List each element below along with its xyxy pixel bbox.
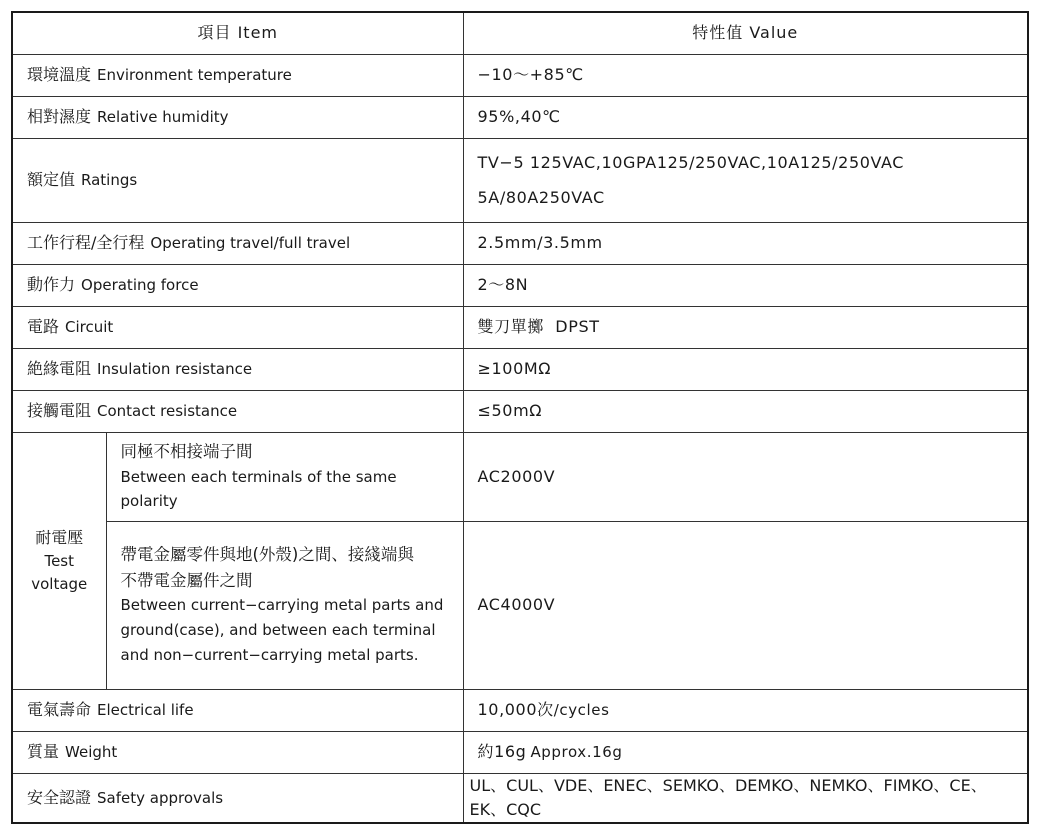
value-cell: AC2000V [463,432,1028,521]
item-en: Electrical life [97,701,194,719]
value-cell: UL、CUL、VDE、ENEC、SEMKO、DEMKO、NEMKO、FIMKO、CE、EK、CQC [463,773,1028,823]
item-zh: 質量 [27,742,60,761]
table-row [12,348,1028,390]
table-row [12,138,1028,222]
table-row [12,731,1028,773]
item-zh: 安全認證 [27,787,92,807]
item-cell [12,54,463,96]
item-en: Ratings [81,171,138,189]
item-zh: 環境溫度 [27,65,92,84]
item-cell [12,96,463,138]
value-suffix: /cycles [553,701,610,719]
sub-en: Between current−carrying metal parts and [120,596,444,615]
item-en: Relative humidity [97,108,229,126]
item-cell [12,348,463,390]
test-voltage-row [12,432,1028,521]
value-cell: 2.5mm/3.5mm [463,222,1028,264]
item-zh: 工作行程/全行程 [27,233,145,252]
item-en: Operating travel/full travel [150,234,351,252]
item-zh: 接觸電阻 [27,401,92,420]
value-cell: ≤50mΩ [463,390,1028,432]
value-cell: AC4000V [463,521,1028,689]
value-cell: −10～+85℃ [463,54,1028,96]
header-value: 特性值 Value [463,12,1028,54]
table-row [12,264,1028,306]
value-cell: 95%,40℃ [463,96,1028,138]
item-en: Weight [65,743,118,761]
item-cell [12,222,463,264]
test-voltage-en-2: voltage [31,574,88,593]
value-cell: ≥100MΩ [463,348,1028,390]
item-en: Circuit [65,318,114,336]
item-zh: 相對濕度 [27,107,92,126]
value-main: 10,000次 [477,700,554,719]
table-row [12,390,1028,432]
item-zh: 電路 [27,317,60,336]
item-cell [12,264,463,306]
value-cell [463,138,1028,222]
item-en: Safety approvals [97,788,224,807]
value-cell [463,689,1028,731]
table-row [12,306,1028,348]
value-cell [463,731,1028,773]
sub-en: and non−current−carrying metal parts. [120,645,419,664]
table-row [12,773,1028,823]
value-line: TV−5 125VAC,10GPA125/250VAC,10A125/250VAC [477,152,905,172]
sub-zh: 帶電金屬零件與地(外殼)之間、接綫端與 [120,545,414,565]
item-zh: 額定值 [27,170,76,189]
item-cell [12,773,463,823]
item-cell [12,390,463,432]
value-cell: 雙刀單擲 DPST [463,306,1028,348]
item-en: Insulation resistance [97,360,253,378]
test-voltage-en-1: Test [44,552,75,570]
item-en: Contact resistance [97,402,238,420]
item-zh: 動作力 [27,275,76,294]
test-voltage-row [12,521,1028,689]
item-cell [12,731,463,773]
item-cell [12,306,463,348]
test-voltage-zh: 耐電壓 [35,528,84,547]
header-row [12,12,1028,54]
item-en: Operating force [81,276,199,294]
table-row [12,689,1028,731]
table-row [12,54,1028,96]
test-voltage-sub-1 [106,432,463,521]
sub-en: ground(case), and between each terminal [120,621,436,640]
value-suffix: Approx.16g [530,743,623,761]
value-cell: 2～8N [463,264,1028,306]
test-voltage-sub-2 [106,521,463,689]
table-row [12,96,1028,138]
spec-table [11,11,1029,824]
item-zh: 絶緣電阻 [27,359,92,378]
item-zh: 電氣壽命 [27,700,92,719]
sub-zh: 同極不相接端子間 [120,441,253,461]
table-row [12,222,1028,264]
item-en: Environment temperature [97,66,292,84]
item-cell [12,138,463,222]
sub-zh: 不帶電金屬件之間 [120,570,253,590]
value-main: 約16g [477,742,527,761]
test-voltage-label [12,432,106,689]
header-item: 項目 Item [12,12,463,54]
value-line: 5A/80A250VAC [477,188,605,207]
item-cell [12,689,463,731]
sub-en: Between each terminals of the same polarity [120,467,397,511]
